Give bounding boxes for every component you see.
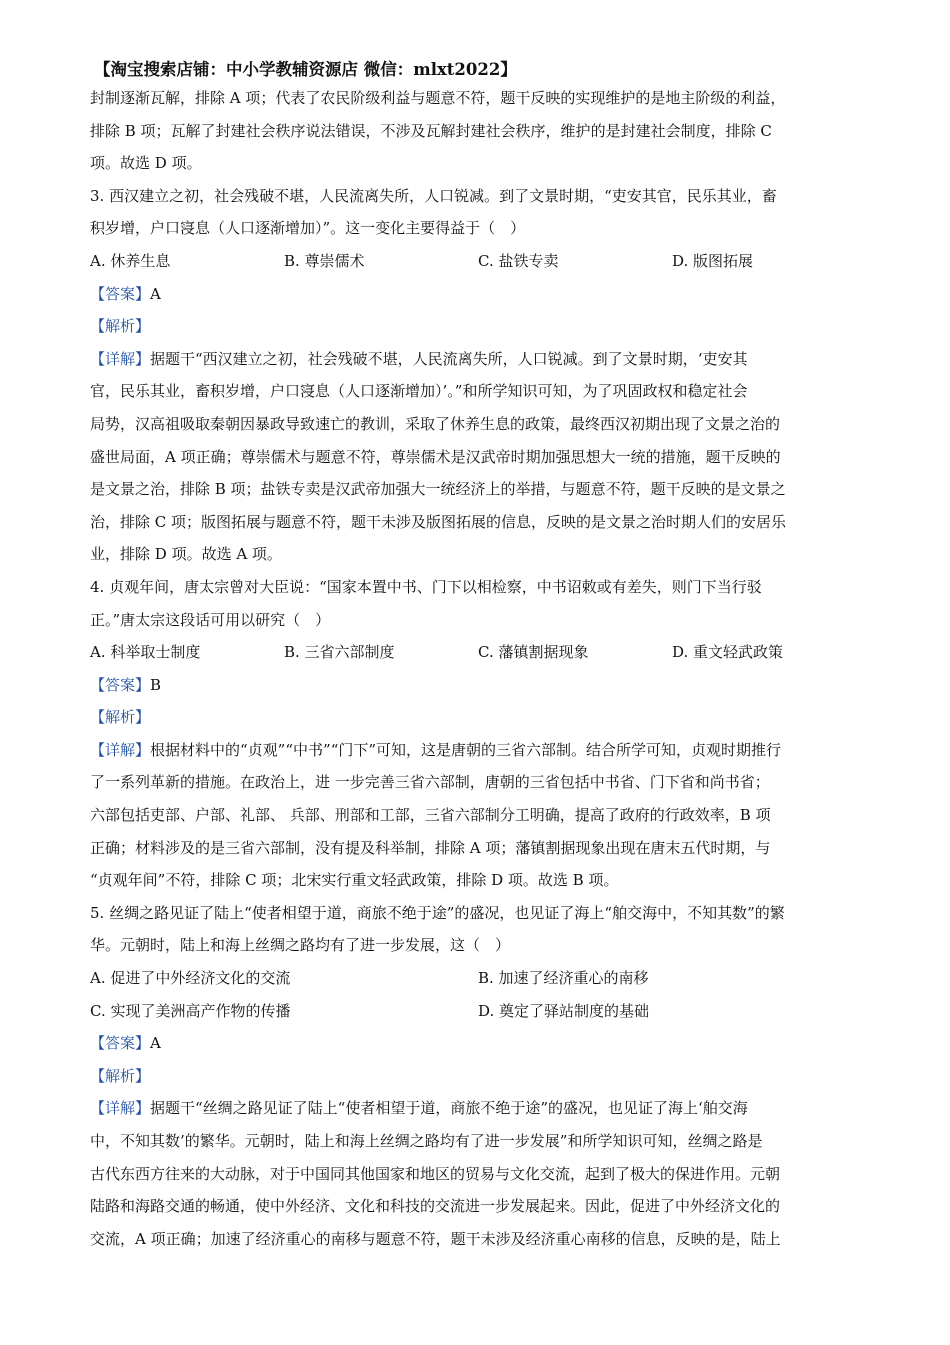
detail-tag: 【详解】 — [90, 349, 151, 368]
intro-paragraph — [90, 82, 865, 180]
detail-line: 局势，汉高祖吸取秦朝因暴政导致速亡的教训，采取了休养生息的政策，最终西汉初期出现了文景之治的 — [90, 414, 781, 433]
answer-line — [90, 669, 865, 702]
detail-text: 据题干“西汉建立之初，社会残破不堪，人民流离失所，人口锐减。到了文景时期，‘吏安其 — [150, 349, 748, 368]
intro-line: 项。故选 D 项。 — [90, 154, 202, 173]
intro-line: 封制逐渐瓦解，排除 A 项；代表了农民阶级利益与题意不符，题干反映的实现维护的是地主阶级的利益， — [90, 89, 786, 107]
detail-line: 古代东西方往来的大动脉，对于中国同其他国家和地区的贸易与文化交流，起到了极大的保进作用。元朝 — [90, 1164, 781, 1183]
question-stem: 积岁增，户口寖息（人口逐渐增加）”。这一变化主要得益于（ ） — [90, 219, 526, 238]
document-page — [90, 58, 865, 1255]
detail-text: 据题干“丝绸之路见证了陆上“使者相望于道，商旅不绝于途”的盛况，也见证了海上‘舶交海 — [150, 1099, 748, 1118]
option-c: C. 实现了美洲高产作物的传播 — [90, 1001, 291, 1020]
detail-line: 是文景之治，排除 B 项；盐铁专卖是汉武帝加强大一统经济上的举措，与题意不符，题干反映的是文景之 — [90, 480, 786, 499]
answer-value: A — [150, 1034, 161, 1053]
detail-line — [90, 343, 865, 376]
detail-line — [90, 1092, 865, 1125]
answer-value: B — [150, 675, 162, 694]
options-row — [90, 245, 865, 278]
question-stem: 5. 丝绸之路见证了陆上“使者相望于道，商旅不绝于途”的盛况，也见证了海上“舶交海中，不知其数”的繁 — [90, 903, 785, 922]
analysis-line — [90, 310, 865, 343]
question-stem: 4. 贞观年间，唐太宗曾对大臣说：“国家本置中书、门下以相检察，中书诏敕或有差失，则门下当行驳 — [90, 577, 762, 596]
detail-line: 中，不知其数’的繁华。元朝时，陆上和海上丝绸之路均有了进一步发展”和所学知识可知，丝绸之路是 — [90, 1132, 763, 1150]
detail-line: 盛世局面，A 项正确；尊崇儒术与题意不符，尊崇儒术是汉武帝时期加强思想大一统的措施，题干反映的 — [90, 447, 781, 466]
option-a: A. 科举取士制度 — [90, 643, 201, 662]
detail-text: 根据材料中的“贞观”“中书”“门下”可知，这是唐朝的三省六部制。结合所学可知，贞观时期推行 — [150, 740, 782, 759]
option-d: D. 重文轻武政策 — [672, 643, 784, 662]
question-stem: 正。”唐太宗这段话可用以研究（ ） — [90, 610, 331, 629]
question-stem: 3. 西汉建立之初，社会残破不堪，人民流离失所，人口锐减。到了文景时期，“吏安其官，民乐其业，畜 — [90, 186, 777, 205]
answer-value: A — [150, 284, 161, 303]
option-b: B. 尊崇儒术 — [284, 251, 365, 270]
analysis-line — [90, 701, 865, 734]
detail-line: 陆路和海路交通的畅通，使中外经济、文化和科技的交流进一步发展起来。因此，促进了中外经济文化的 — [90, 1197, 781, 1216]
question-stem: 华。元朝时，陆上和海上丝绸之路均有了进一步发展，这（ ） — [90, 936, 511, 955]
answer-line — [90, 278, 865, 311]
option-c: C. 盐铁专卖 — [478, 251, 559, 270]
detail-tag: 【详解】 — [90, 740, 151, 759]
option-d: D. 版图拓展 — [672, 251, 754, 270]
options-row — [90, 995, 865, 1028]
detail-line: 业，排除 D 项。故选 A 项。 — [90, 545, 282, 564]
analysis-tag: 【解析】 — [90, 317, 151, 336]
answer-line — [90, 1027, 865, 1060]
detail-line: “贞观年间”不符，排除 C 项；北宋实行重文轻武政策，排除 D 项。故选 B 项。 — [90, 871, 619, 890]
option-b: B. 加速了经济重心的南移 — [478, 969, 649, 988]
option-a: A. 促进了中外经济文化的交流 — [90, 969, 291, 988]
answer-tag: 【答案】 — [90, 1034, 151, 1053]
analysis-tag: 【解析】 — [90, 1066, 151, 1085]
detail-line: 了一系列革新的措施。在政治上，进 一步完善三省六部制，唐朝的三省包括中书省、门下省和尚书省； — [90, 773, 770, 792]
question-5 — [90, 897, 865, 1256]
option-d: D. 奠定了驿站制度的基础 — [478, 1001, 650, 1020]
analysis-line — [90, 1060, 865, 1093]
detail-line — [90, 734, 865, 767]
option-a: A. 休养生息 — [90, 251, 171, 270]
options-row — [90, 962, 865, 995]
question-3 — [90, 180, 865, 571]
answer-tag: 【答案】 — [90, 284, 151, 303]
question-4 — [90, 571, 865, 897]
detail-line: 官，民乐其业，畜积岁增，户口寖息（人口逐渐增加）’。”和所学知识可知，为了巩固政权和稳定社会 — [90, 382, 748, 401]
answer-tag: 【答案】 — [90, 675, 151, 694]
option-c: C. 藩镇割据现象 — [478, 643, 589, 662]
analysis-tag: 【解析】 — [90, 708, 151, 727]
detail-line: 交流，A 项正确；加速了经济重心的南移与题意不符，题干未涉及经济重心南移的信息，反映的是，陆上 — [90, 1229, 781, 1248]
shop-header: 【淘宝搜索店铺：中小学教辅资源店 微信：mlxt2022】 — [94, 60, 517, 79]
detail-tag: 【详解】 — [90, 1099, 151, 1118]
intro-line: 排除 B 项；瓦解了封建社会秩序说法错误，不涉及瓦解封建社会秩序，维护的是封建社会制度，排除 C — [90, 121, 772, 140]
options-row — [90, 636, 865, 669]
option-b: B. 三省六部制度 — [284, 643, 395, 662]
detail-line: 治，排除 C 项；版图拓展与题意不符，题干未涉及版图拓展的信息，反映的是文景之治时期人们的安居乐 — [90, 512, 787, 531]
detail-line: 正确；材料涉及的是三省六部制，没有提及科举制，排除 A 项；藩镇割据现象出现在唐末五代时期，与 — [90, 838, 771, 857]
detail-line: 六部包括吏部、户部、礼部、 兵部、刑部和工部，三省六部制分工明确，提高了政府的行政效率，B 项 — [90, 806, 771, 825]
